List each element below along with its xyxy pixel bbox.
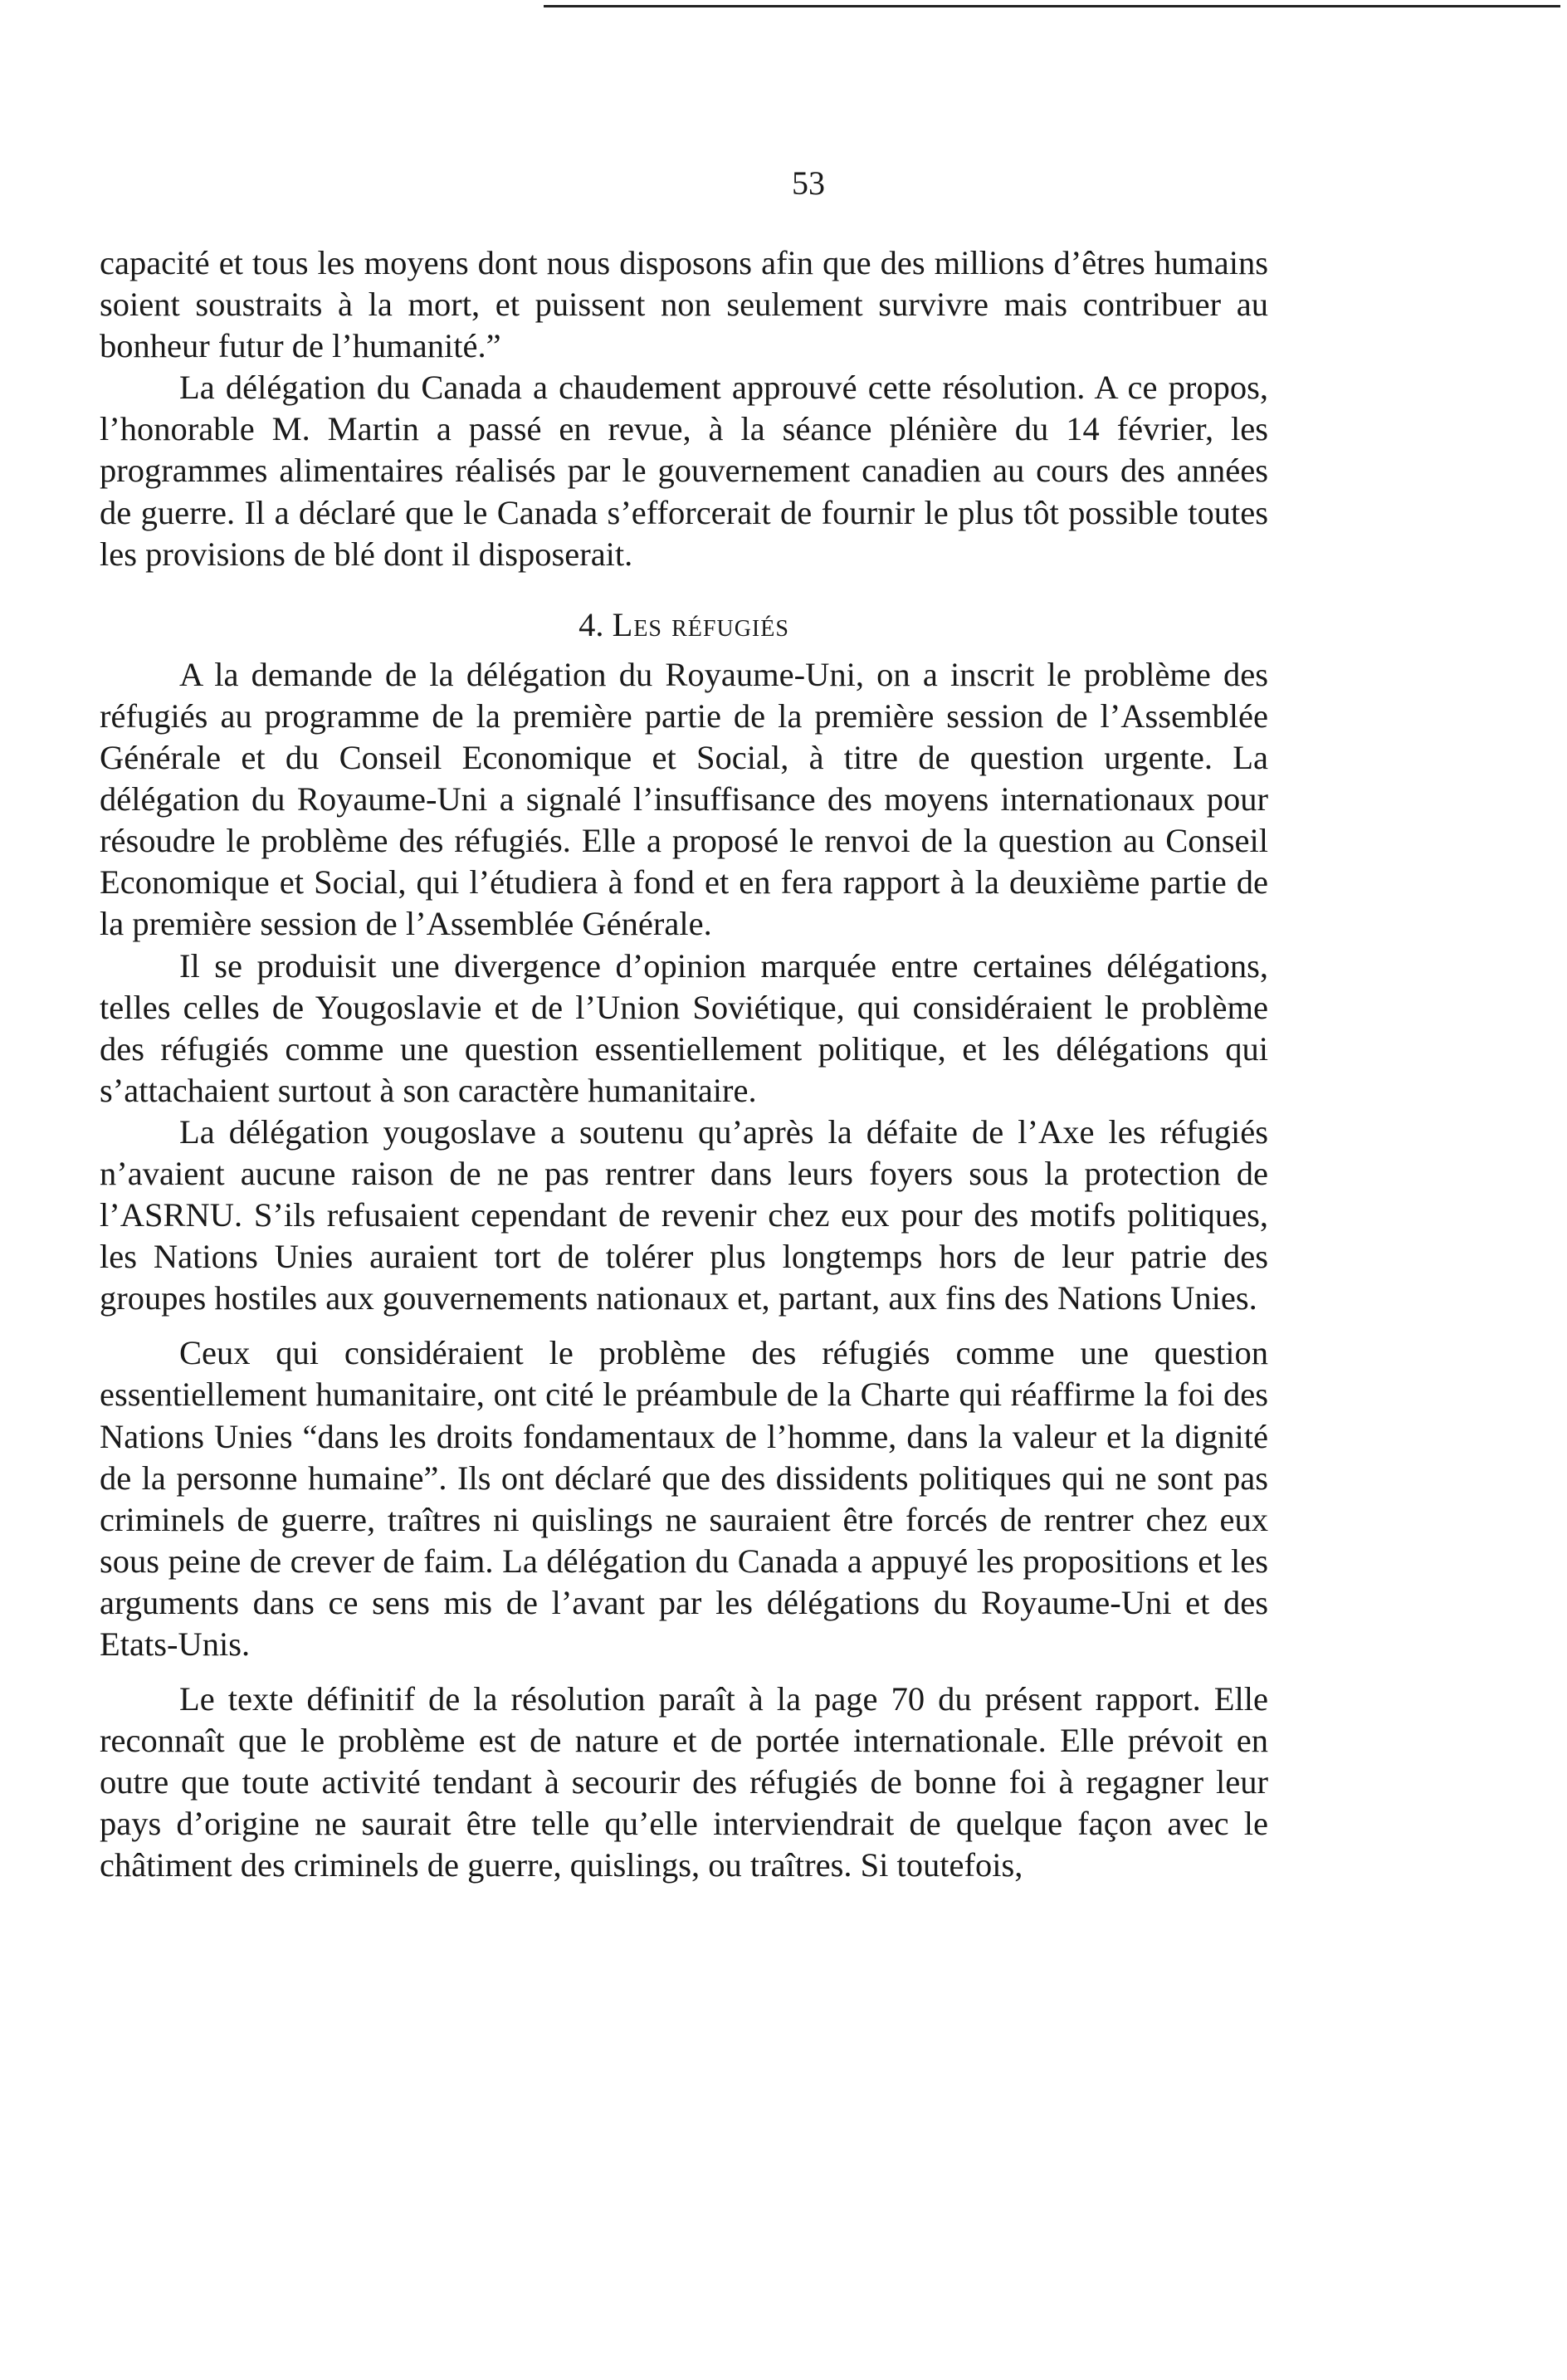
paragraph-canada: La délégation du Canada a chaudement approuvé cette résolution. A ce propos, l’honorable M. Martin a passé en revue, à la séance plénière du 14 février, les programmes alimentaires réalisés par le gouvernement canadien au cours des années de guerre. Il a déclaré que le Canada s’efforcerait de fournir le plus tôt possible toutes les provisions de blé dont il disposerait. bbox=[100, 369, 1268, 573]
body-text bbox=[100, 242, 1268, 1887]
section-heading bbox=[100, 604, 1268, 646]
continuation-paragraph: capacité et tous les moyens dont nous disposons afin que des millions d’êtres humains soient soustraits à la mort, et puissent non seulement survivre mais contribuer au bonheur futur de l’humanité.” bbox=[100, 244, 1268, 365]
page-number: 53 bbox=[792, 164, 825, 202]
top-rule bbox=[544, 5, 1560, 7]
paragraph: A la demande de la délégation du Royaume-Uni, on a inscrit le problème des réfugiés au programme de la première partie de la première session de l’Assemblée Générale et du Conseil Economique et Social, à titre de question urgente. La délégation du Royaume-Uni a signalé l’insuffisance des moyens internationaux pour résoudre le problème des réfugiés. Elle a proposé le renvoi de la question au Conseil Economique et Social, qui l’étudiera à fond et en fera rapport à la deuxième partie de la première session de l’Assemblée Générale. bbox=[100, 655, 1268, 943]
paragraph-gap bbox=[100, 1319, 1268, 1332]
paragraph: Le texte définitif de la résolution paraît à la page 70 du présent rapport. Elle reconnaît que le problème est de nature et de portée internationale. Elle prévoit en outre que toute activité tendant à secourir des réfugiés de bonne foi à regagner leur pays d’origine ne saurait être telle qu’elle interviendrait de quelque façon avec le châtiment des criminels de guerre, quislings, ou traîtres. Si toutefois, bbox=[100, 1680, 1268, 1884]
section-number: 4. bbox=[578, 605, 604, 643]
paragraph: Ceux qui considéraient le problème des réfugiés comme une question essentiellement humanitaire, ont cité le préambule de la Charte qui réaffirme la foi des Nations Unies “dans les droits fondamentaux de l’homme, dans la valeur et la dignité de la personne humaine”. Ils ont déclaré que des dissidents politiques qui ne sont pas criminels de guerre, traîtres ni quislings ne sauraient être forcés de rentrer chez eux sous peine de crever de faim. La délégation du Canada a appuyé les propositions et les arguments dans ce sens mis de l’avant par les délégations du Royaume-Uni et des Etats-Unis. bbox=[100, 1334, 1268, 1663]
section-title: Les réfugiés bbox=[612, 605, 789, 643]
paragraph: Il se produisit une divergence d’opinion marquée entre certaines délégations, telles celles de Yougoslavie et de l’Union Soviétique, qui considéraient le problème des réfugiés comme une question essentiellement politique, et les délégations qui s’attachaient surtout à son caractère humanitaire. bbox=[100, 946, 1268, 1109]
paragraph: La délégation yougoslave a soutenu qu’après la défaite de l’Axe les réfugiés n’avaient aucune raison de ne pas rentrer dans leurs foyers sous la protection de l’ASRNU. S’ils refusaient cependant de revenir chez eux pour des motifs politiques, les Nations Unies auraient tort de tolérer plus longtemps hors de leur patrie des groupes hostiles aux gouvernements nationaux et, partant, aux fins des Nations Unies. bbox=[100, 1112, 1268, 1317]
paragraph-gap bbox=[100, 1665, 1268, 1679]
